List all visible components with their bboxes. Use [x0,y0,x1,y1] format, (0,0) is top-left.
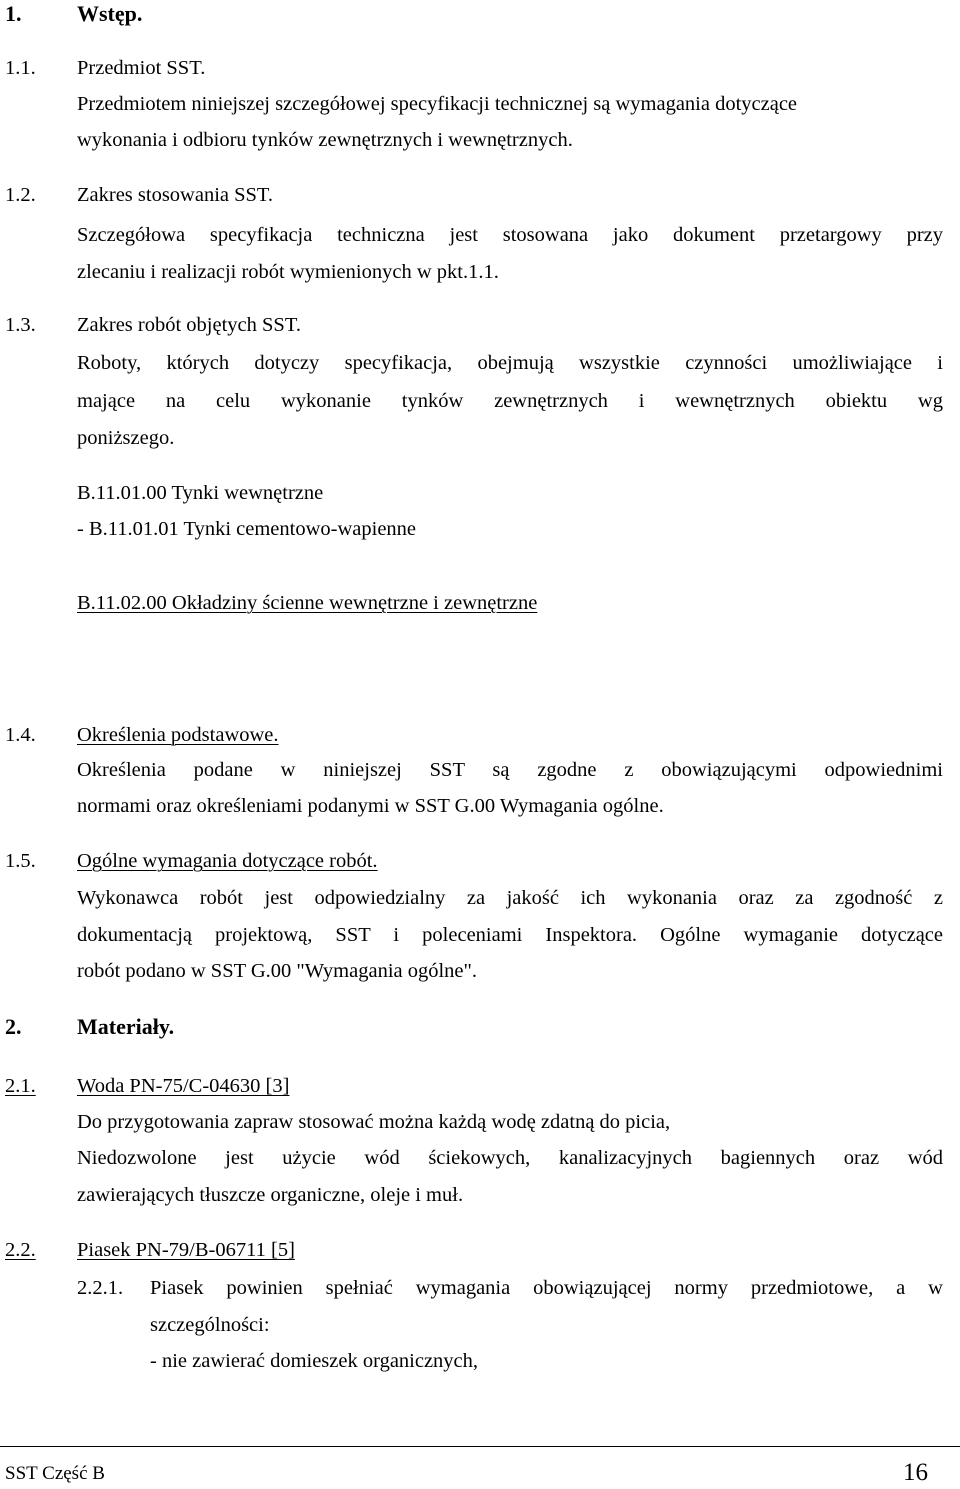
section-heading: Materiały. [77,1014,175,1039]
subsection-title: Zakres stosowania SST. [77,184,274,206]
paragraph-line: zawierających tłuszcze organiczne, oleje i muł. [77,1184,464,1206]
subsection-title: Ogólne wymagania dotyczące robót. [77,850,378,872]
paragraph-line: poniższego. [77,427,175,449]
paragraph-line: Piasek powinien spełniać wymagania obowiązującej normy przedmiotowe, a w [150,1277,943,1299]
footer-divider [0,1446,960,1447]
paragraph-line: wykonania i odbioru tynków zewnętrznych i wewnętrznych. [77,129,573,151]
list-item-link: B.11.02.00 Okładziny ścienne wewnętrzne i zewnętrzne [77,592,538,614]
subsection-title: Przedmiot SST. [77,57,206,79]
list-item: B.11.01.00 Tynki wewnętrzne [77,482,324,504]
list-item: - B.11.01.01 Tynki cementowo-wapienne [77,518,417,540]
paragraph-line: szczególności: [150,1314,270,1336]
paragraph-line: normami oraz określeniami podanymi w SST G.00 Wymagania ogólne. [77,795,664,817]
section-heading: Wstęp. [77,1,143,26]
subsection-number: 2.1. [5,1075,36,1097]
subsection-number: 1.4. [5,724,36,746]
subsection-title: Określenia podstawowe. [77,724,279,746]
paragraph-line: robót podano w SST G.00 "Wymagania ogólne". [77,960,478,982]
subsubsection-number: 2.2.1. [77,1277,124,1299]
subsection-number: 2.2. [5,1239,36,1261]
paragraph-line: dokumentacją projektową, SST i poleceniami Inspektora. Ogólne wymaganie dotyczące [77,924,943,946]
section-number: 2. [5,1014,22,1039]
paragraph-line: Przedmiotem niniejszej szczegółowej specyfikacji technicznej są wymagania dotyczące [77,93,798,115]
subsection-number: 1.1. [5,57,36,79]
subsection-title: Woda PN-75/C-04630 [3] [77,1075,290,1097]
paragraph-line: mające na celu wykonanie tynków zewnętrznych i wewnętrznych obiektu wg [77,390,943,412]
page-number: 16 [903,1459,928,1486]
subsection-number: 1.3. [5,314,36,336]
paragraph-line: Szczegółowa specyfikacja techniczna jest stosowana jako dokument przetargowy przy [77,224,943,246]
paragraph-line: Określenia podane w niniejszej SST są zgodne z obowiązującymi odpowiednimi [77,759,943,781]
subsection-number: 1.2. [5,184,36,206]
section-number: 1. [5,1,22,26]
subsection-number: 1.5. [5,850,36,872]
paragraph-line: Wykonawca robót jest odpowiedzialny za jakość ich wykonania oraz za zgodność z [77,887,943,909]
paragraph-line: Do przygotowania zapraw stosować można każdą wodę zdatną do picia, [77,1111,671,1133]
paragraph-line: Roboty, których dotyczy specyfikacja, obejmują wszystkie czynności umożliwiające i [77,352,943,374]
subsection-title: Zakres robót objętych SST. [77,314,301,336]
footer-label: SST Część B [5,1463,105,1484]
paragraph-line: Niedozwolone jest użycie wód ściekowych, kanalizacyjnych bagiennych oraz wód [77,1147,943,1169]
paragraph-line: zlecaniu i realizacji robót wymienionych w pkt.1.1. [77,261,499,283]
list-item: - nie zawierać domieszek organicznych, [150,1350,479,1372]
subsection-title: Piasek PN-79/B-06711 [5] [77,1239,295,1261]
